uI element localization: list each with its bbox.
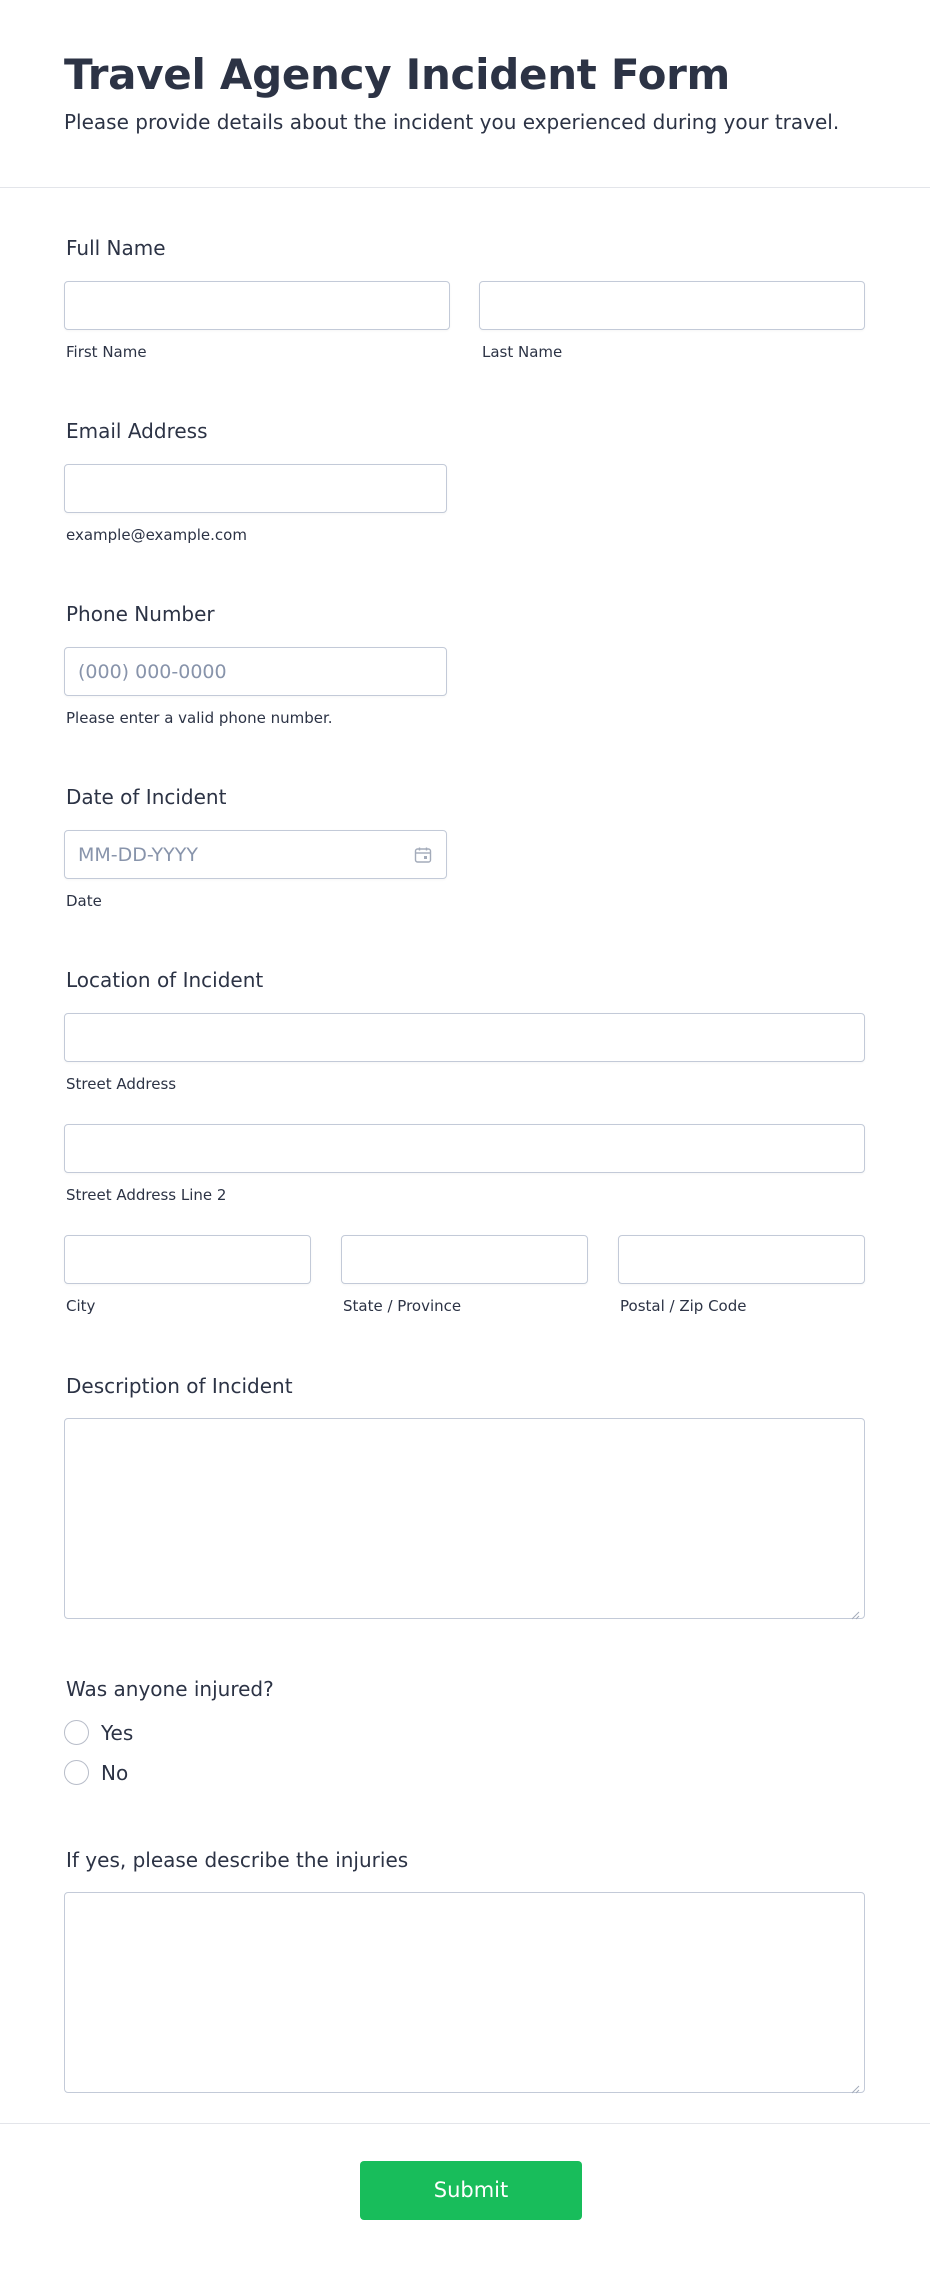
street-address-line2-input[interactable] (64, 1124, 865, 1173)
injured-label: Was anyone injured? (66, 1677, 274, 1701)
injuries-label: If yes, please describe the injuries (66, 1848, 409, 1872)
injuries-textarea[interactable] (64, 1892, 865, 2093)
state-input[interactable] (341, 1235, 588, 1284)
full-name-label: Full Name (66, 236, 166, 260)
last-name-sublabel: Last Name (482, 343, 563, 361)
email-label: Email Address (66, 419, 208, 443)
location-label: Location of Incident (66, 968, 264, 992)
form-subtitle: Please provide details about the incident you experienced during your travel. (64, 110, 840, 134)
description-label: Description of Incident (66, 1374, 293, 1398)
first-name-sublabel: First Name (66, 343, 147, 361)
phone-sublabel: Please enter a valid phone number. (66, 709, 333, 727)
injured-option-no[interactable] (64, 1760, 264, 1786)
injured-option-yes[interactable] (64, 1720, 264, 1746)
first-name-input[interactable] (64, 281, 450, 330)
postal-code-sublabel: Postal / Zip Code (620, 1297, 747, 1315)
phone-label: Phone Number (66, 602, 215, 626)
postal-code-input[interactable] (618, 1235, 865, 1284)
street-address-input[interactable] (64, 1013, 865, 1062)
street-address-line2-sublabel: Street Address Line 2 (66, 1186, 227, 1204)
description-textarea[interactable] (64, 1418, 865, 1619)
city-input[interactable] (64, 1235, 311, 1284)
injured-option-label: Yes (101, 1721, 134, 1745)
radio-circle-icon[interactable] (64, 1760, 89, 1785)
email-sublabel: example@example.com (66, 526, 247, 544)
street-address-sublabel: Street Address (66, 1075, 177, 1093)
form-header (0, 0, 930, 188)
submit-button[interactable]: Submit (360, 2161, 582, 2220)
email-input[interactable] (64, 464, 447, 513)
phone-placeholder: (000) 000-0000 (78, 661, 227, 683)
footer-divider (0, 2123, 930, 2124)
resize-handle-icon[interactable] (851, 2079, 860, 2088)
date-label: Date of Incident (66, 785, 227, 809)
phone-input[interactable] (64, 647, 447, 696)
resize-handle-icon[interactable] (851, 1605, 860, 1614)
injured-option-label: No (101, 1761, 129, 1785)
date-input[interactable] (64, 830, 447, 879)
date-sublabel: Date (66, 892, 102, 910)
form-title: Travel Agency Incident Form (64, 50, 731, 99)
calendar-icon[interactable] (413, 845, 433, 865)
date-placeholder: MM-DD-YYYY (78, 844, 198, 866)
radio-circle-icon[interactable] (64, 1720, 89, 1745)
last-name-input[interactable] (479, 281, 865, 330)
city-sublabel: City (66, 1297, 96, 1315)
state-sublabel: State / Province (343, 1297, 462, 1315)
